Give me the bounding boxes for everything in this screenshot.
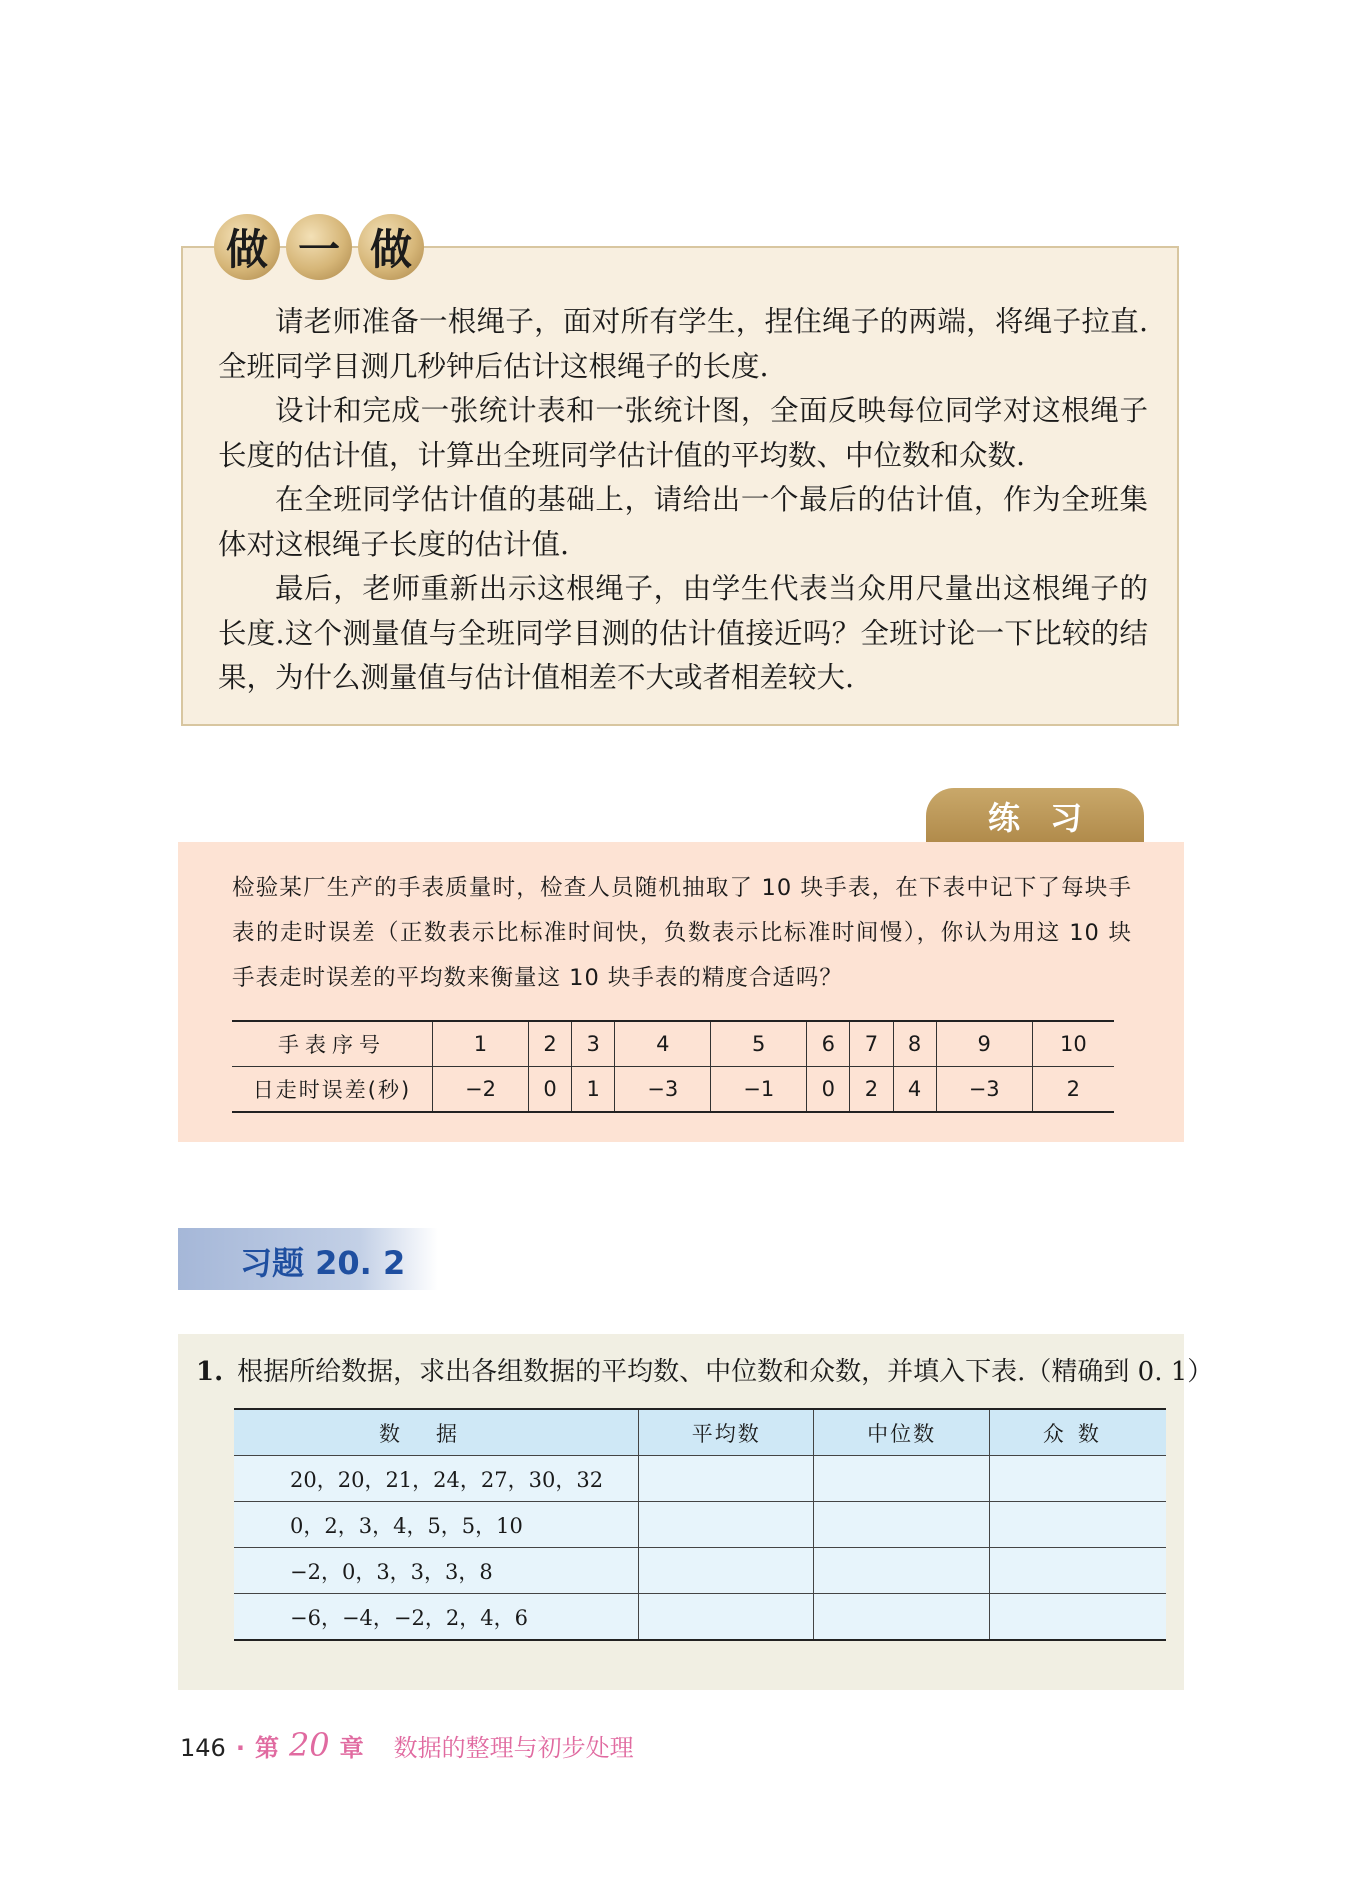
table-row — [232, 1021, 1114, 1067]
data-cell: −6，−4，−2，2，4，6 — [234, 1594, 639, 1641]
stats-table — [234, 1408, 1166, 1641]
activity-title-char: 一 — [286, 214, 352, 280]
question-text: 根据所给数据，求出各组数据的平均数、中位数和众数，并填入下表.（精确到 0. 1） — [237, 1357, 1214, 1387]
exercise-tab: 练习 — [926, 788, 1144, 844]
table-cell: 3 — [572, 1021, 615, 1067]
activity-paragraph: 设计和完成一张统计表和一张统计图，全面反映每位同学对这根绳子长度的估计值，计算出全班同学估计值的平均数、中位数和众数. — [218, 394, 1148, 472]
table-cell: 7 — [850, 1021, 893, 1067]
column-header: 数据 — [234, 1409, 639, 1456]
blank-cell[interactable] — [639, 1502, 814, 1548]
chapter-suffix: 章 — [339, 1734, 364, 1762]
row-header: 手表序号 — [232, 1021, 433, 1067]
chapter-prefix: 第 — [254, 1734, 279, 1762]
blank-cell[interactable] — [639, 1456, 814, 1502]
question-1 — [196, 1352, 1213, 1392]
row-header: 日走时误差(秒) — [232, 1067, 433, 1113]
activity-text — [218, 300, 1148, 701]
blank-cell[interactable] — [989, 1502, 1166, 1548]
table-cell: 6 — [807, 1021, 850, 1067]
table-row — [234, 1502, 1166, 1548]
table-row — [234, 1548, 1166, 1594]
question-number: 1. — [196, 1357, 224, 1387]
activity-title-char: 做 — [214, 214, 280, 280]
footer-separator: · — [235, 1734, 245, 1762]
chapter-number: 20 — [288, 1726, 330, 1764]
blank-cell[interactable] — [814, 1548, 989, 1594]
watch-error-table — [232, 1020, 1114, 1113]
table-row — [234, 1594, 1166, 1641]
table-row — [232, 1067, 1114, 1113]
blank-cell[interactable] — [814, 1456, 989, 1502]
exercise-question — [232, 866, 1132, 1001]
table-cell: 2 — [528, 1021, 571, 1067]
data-cell: 20，20，21，24，27，30，32 — [234, 1456, 639, 1502]
table-cell: −3 — [936, 1067, 1032, 1113]
table-row — [234, 1456, 1166, 1502]
data-cell: 0，2，3，4，5，5，10 — [234, 1502, 639, 1548]
blank-cell[interactable] — [989, 1548, 1166, 1594]
activity-title-char: 做 — [358, 214, 424, 280]
blank-cell[interactable] — [639, 1594, 814, 1641]
table-cell: 0 — [807, 1067, 850, 1113]
page-footer — [180, 1726, 634, 1764]
chapter-title: 数据的整理与初步处理 — [393, 1734, 634, 1762]
table-cell: 0 — [528, 1067, 571, 1113]
activity-paragraph: 在全班同学估计值的基础上，请给出一个最后的估计值，作为全班集体对这根绳子长度的估计值. — [218, 483, 1148, 561]
exercise-question-text: 检验某厂生产的手表质量时，检查人员随机抽取了 10 块手表，在下表中记下了每块手表的走时误差（正数表示比标准时间快，负数表示比标准时间慢），你认为用这 10 块手表走时误差的平均数来衡量这 10 块手表的精度合适吗？ — [232, 875, 1132, 991]
table-cell: 4 — [893, 1067, 936, 1113]
table-cell: 2 — [850, 1067, 893, 1113]
table-cell: −3 — [615, 1067, 711, 1113]
table-cell: 8 — [893, 1021, 936, 1067]
blank-cell[interactable] — [814, 1594, 989, 1641]
table-cell: 1 — [572, 1067, 615, 1113]
blank-cell[interactable] — [814, 1502, 989, 1548]
table-cell: 10 — [1032, 1021, 1114, 1067]
table-cell: −2 — [433, 1067, 529, 1113]
blank-cell[interactable] — [639, 1548, 814, 1594]
table-cell: 9 — [936, 1021, 1032, 1067]
activity-paragraph: 最后，老师重新出示这根绳子，由学生代表当众用尺量出这根绳子的长度.这个测量值与全班同学目测的估计值接近吗？全班讨论一下比较的结果，为什么测量值与估计值相差不大或者相差较大. — [218, 572, 1148, 694]
page-number: 146 — [180, 1734, 226, 1762]
table-cell: −1 — [711, 1067, 807, 1113]
column-header: 众数 — [989, 1409, 1166, 1456]
data-cell: −2，0，3，3，3，8 — [234, 1548, 639, 1594]
activity-paragraph: 请老师准备一根绳子，面对所有学生，捏住绳子的两端，将绳子拉直.全班同学目测几秒钟后估计这根绳子的长度. — [218, 305, 1148, 383]
table-cell: 2 — [1032, 1067, 1114, 1113]
column-header: 平均数 — [639, 1409, 814, 1456]
column-header: 中位数 — [814, 1409, 989, 1456]
section-heading: 习题 20. 2 — [240, 1244, 406, 1282]
table-cell: 5 — [711, 1021, 807, 1067]
blank-cell[interactable] — [989, 1456, 1166, 1502]
activity-title — [214, 205, 424, 289]
table-cell: 4 — [615, 1021, 711, 1067]
blank-cell[interactable] — [989, 1594, 1166, 1641]
table-header-row — [234, 1409, 1166, 1456]
table-cell: 1 — [433, 1021, 529, 1067]
